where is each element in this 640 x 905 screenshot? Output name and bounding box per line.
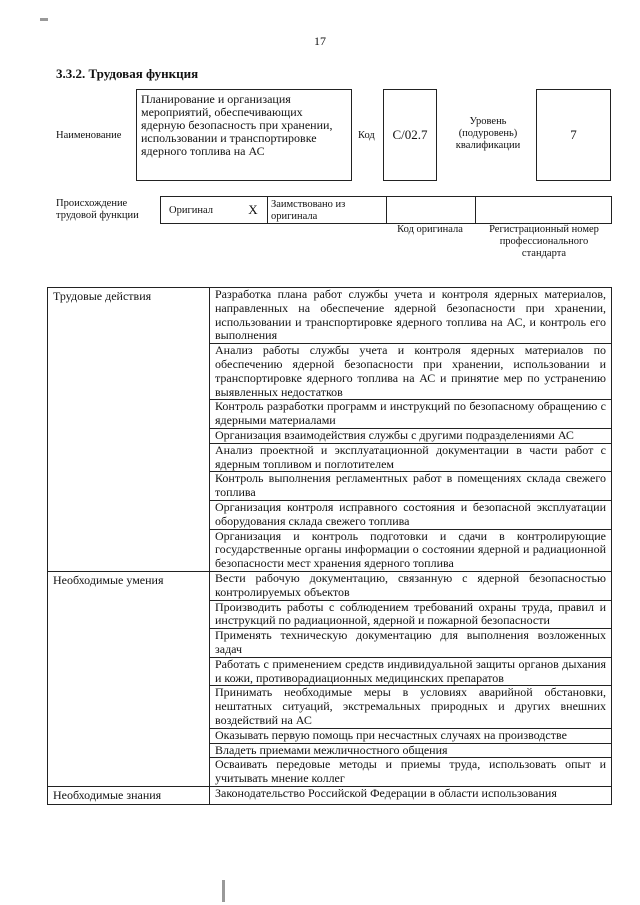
original-mark: Х [248,202,258,217]
original-label: Оригинал [169,205,213,216]
page-number: 17 [314,34,326,48]
origin-code-cell [387,197,475,223]
required-knowledge-item: Законодательство Российской Федерации в области использования [210,786,612,804]
labor-actions-item: Анализ работы службы учета и контроля ядерных материалов по обеспечению ядерной безопасности при хранении, использовании и транспортировке ядерного топлива на АС и принятие мер по устранению выявленных недостатков [210,344,612,400]
required-skills-item: Вести рабочую документацию, связанную с ядерной безопасностью контролируемых объектов [210,571,612,600]
required-skills-item: Применять техническую документацию для выполнения возложенных задач [210,629,612,658]
scan-mark [222,880,225,902]
required-knowledge-label: Необходимые знания [48,786,210,804]
level-label: Уровень (подуровень) квалификации [455,116,521,151]
labor-actions-item: Организация взаимодействия службы с другими подразделениями АС [210,428,612,443]
level-value: 7 [570,127,577,142]
function-name-value: Планирование и организация мероприятий, обеспечивающих ядерную безопасность при хранении, использовании и транспортировке ядерного топлива на АС [141,92,333,158]
code-label: Код [358,130,375,141]
code-original-label: Код оригинала [397,224,463,235]
level-box [536,89,611,181]
origin-table [160,196,612,224]
required-skills-item: Производить работы с соблюдением требований охраны труда, правил и инструкций по радиационной, ядерной и пожарной безопасности [210,600,612,629]
labor-actions-item: Контроль выполнения регламентных работ в помещениях склада свежего топлива [210,472,612,501]
origin-divider [267,197,268,223]
required-skills-item: Владеть приемами межличностного общения [210,743,612,758]
table-row [48,288,612,344]
table-row [48,571,612,600]
labor-actions-item: Анализ проектной и эксплуатационной документации в части работ с ядерным топливом и поглотителем [210,443,612,472]
required-skills-item: Работать с применением средств индивидуальной защиты органов дыхания и кожи, противорадиационных медицинских препаратов [210,657,612,686]
required-skills-item: Принимать необходимые меры в условиях аварийной обстановки, нештатных ситуаций, экстремальных природных и других внешних воздействий на АС [210,686,612,728]
table-row [48,786,612,804]
labor-actions-item: Организация контроля исправного состояния и безопасной эксплуатации оборудования склада свежего топлива [210,500,612,529]
labor-actions-item: Организация и контроль подготовки и сдачи в контролирующие государственные органы информации о состоянии ядерной и радиационной безопасности мест хранения ядерного топлива [210,529,612,571]
section-title: 3.3.2. Трудовая функция [56,66,199,81]
labor-actions-label: Трудовые действия [48,288,210,572]
scan-mark [40,18,48,21]
name-label: Наименование [56,130,122,141]
reg-number-label: Регистрационный номер профессионального стандарта [489,224,599,259]
function-name-box [136,89,352,181]
origin-reg-cell [476,197,611,223]
required-skills-item: Оказывать первую помощь при несчастных случаях на производстве [210,728,612,743]
borrowed-label: Заимствовано из оригинала [271,199,346,222]
code-value: С/02.7 [392,127,428,142]
labor-actions-item: Разработка плана работ службы учета и контроля ядерных материалов, направленных на обеспечение ядерной безопасности при хранении, использовании и транспортировке ядерного топлива на АС, и контроль его выполнения [210,288,612,344]
labor-actions-item: Контроль разработки программ и инструкций по безопасному обращению с ядерными материалами [210,400,612,429]
required-skills-label: Необходимые умения [48,571,210,786]
code-box [383,89,437,181]
required-skills-item: Осваивать передовые методы и приемы труда, использовать опыт и учитывать мнение коллег [210,758,612,787]
function-details-table [47,287,612,805]
origin-label: Происхождение трудовой функции [56,198,139,221]
